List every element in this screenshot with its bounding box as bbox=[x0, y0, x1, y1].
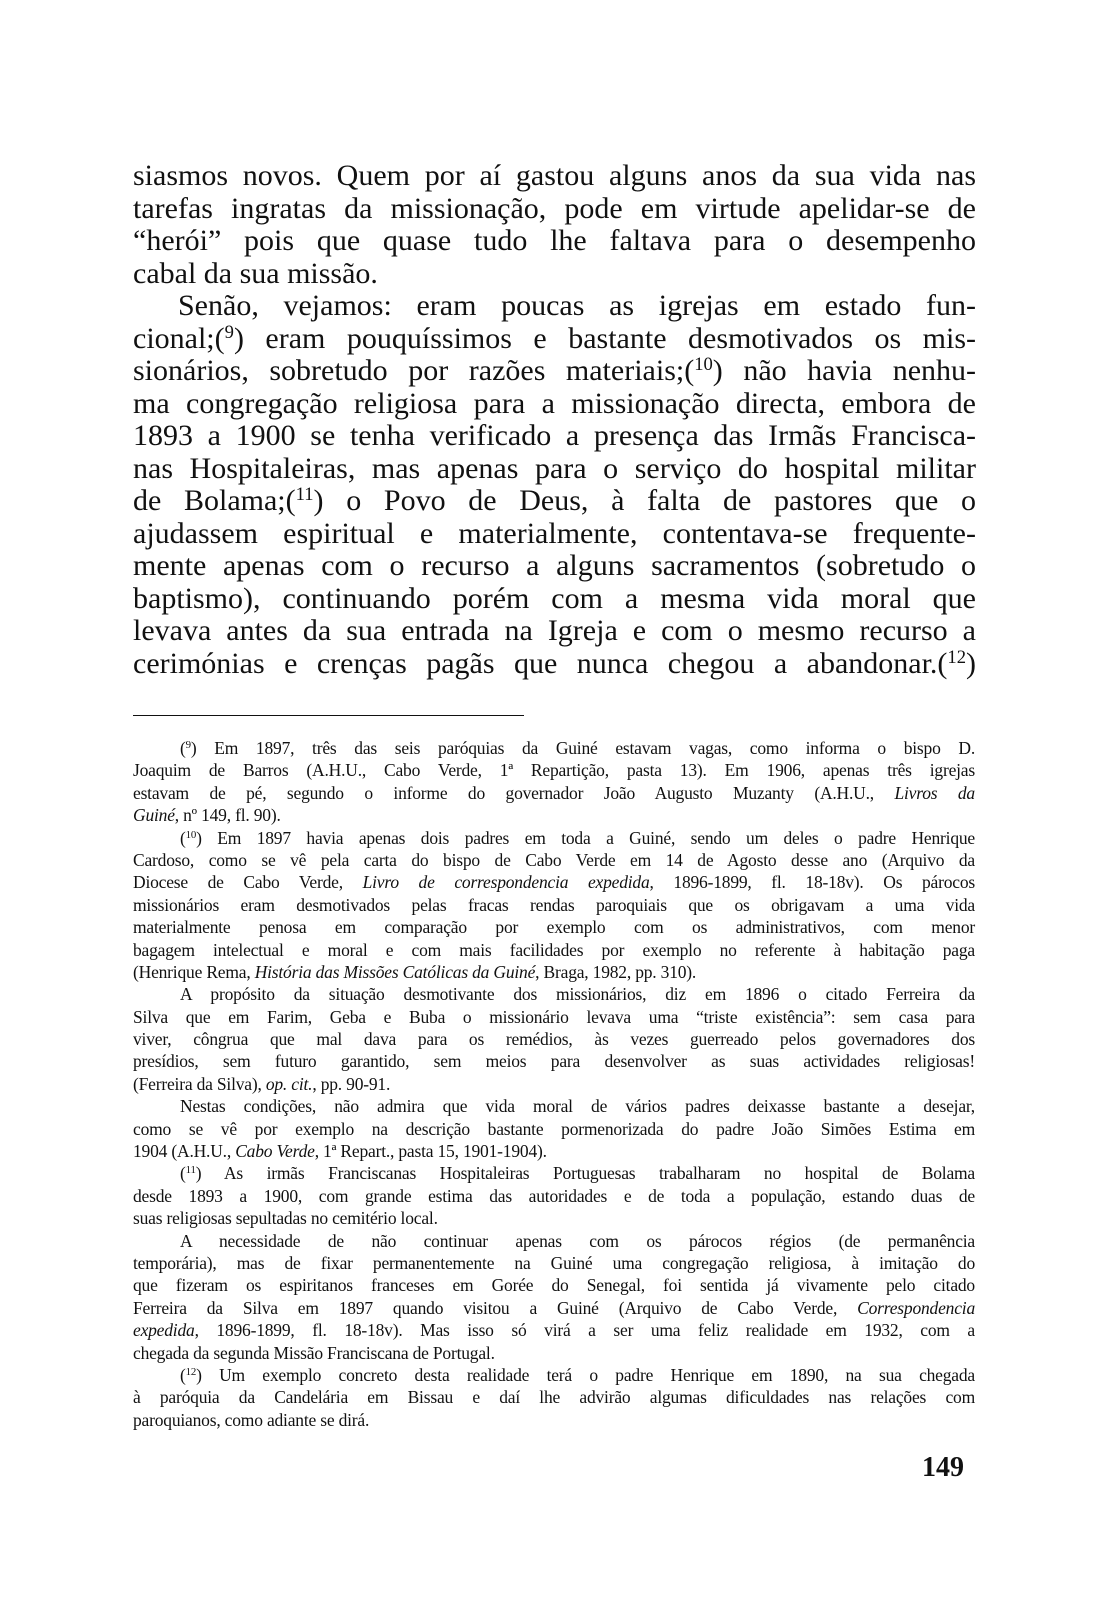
footnote-reference: 11 bbox=[295, 483, 314, 505]
footnote-line bbox=[133, 1185, 975, 1207]
text-run: Nestas condições, não admira que vida moral de vários padres deixasse bastante a desejar, bbox=[180, 1096, 975, 1117]
text-run: (Ferreira da Silva), bbox=[133, 1073, 266, 1094]
body-line bbox=[133, 518, 976, 551]
footnote-line bbox=[133, 1006, 975, 1028]
text-run: Silva que em Farim, Geba e Buba o missionário levava uma “triste existência”: sem casa para bbox=[133, 1006, 975, 1027]
text-run: “herói” pois que quase tudo lhe faltava para o desempenho bbox=[133, 224, 976, 257]
text-run: ( bbox=[180, 1163, 186, 1184]
body-line bbox=[133, 615, 976, 648]
text-run: cerimónias e crenças pagãs que nunca chegou a abandonar.( bbox=[133, 646, 948, 680]
page-number: 149 bbox=[922, 1452, 964, 1483]
text-run: , Braga, 1982, pp. 310). bbox=[535, 961, 697, 982]
body-line bbox=[133, 420, 976, 453]
text-run: suas religiosas sepultadas no cemitério local. bbox=[133, 1208, 438, 1229]
body-line bbox=[133, 225, 976, 258]
text-run: viver, côngrua que mal dava para os remédios, às vezes guerreado pelos governadores dos bbox=[133, 1029, 975, 1050]
text-run: ) As irmãs Franciscanas Hospitaleiras Portuguesas trabalharam no hospital de Bolama bbox=[195, 1163, 975, 1184]
body-line bbox=[133, 583, 976, 616]
footnote-reference: 12 bbox=[185, 1365, 197, 1378]
text-run: ) Em 1897 havia apenas dois padres em toda a Guiné, sendo um deles o padre Henrique bbox=[196, 827, 975, 848]
body-line bbox=[133, 485, 976, 518]
text-run: 1904 (A.H.U., bbox=[133, 1141, 236, 1162]
text-run: bagagem intelectual e moral e com mais facilidades por exemplo no referente à habitação paga bbox=[133, 939, 975, 960]
text-run: mente apenas com o recurso a alguns sacramentos (sobretudo o bbox=[133, 549, 976, 582]
text-run: que fizeram os espiritanos franceses em Gorée do Senegal, foi sentida já vivamente pelo citado bbox=[133, 1275, 975, 1296]
text-run: , 1896-1899, fl. 18-18v). Os párocos bbox=[649, 872, 976, 893]
text-run: A necessidade de não continuar apenas com os párocos régios (de permanência bbox=[180, 1230, 975, 1251]
footnote-line bbox=[133, 759, 975, 781]
text-run: cabal da sua missão. bbox=[133, 256, 378, 290]
text-run: missionários eram desmotivados pelas fracas rendas paroquiais que os obrigavam a uma vida bbox=[133, 894, 975, 915]
body-line bbox=[133, 388, 976, 421]
footnote-line bbox=[133, 1028, 975, 1050]
text-run: ) não havia nenhu- bbox=[712, 354, 977, 387]
footnote-reference: 10 bbox=[694, 353, 713, 375]
text-run: ajudassem espiritual e materialmente, contentava-se frequente- bbox=[133, 516, 976, 550]
footnote-line bbox=[133, 1386, 975, 1408]
text-run: ( bbox=[180, 738, 186, 758]
footnote-line bbox=[133, 1207, 975, 1229]
italic-text: Cabo Verde bbox=[235, 1141, 315, 1162]
body-line bbox=[133, 323, 976, 356]
italic-text: Guiné bbox=[133, 805, 175, 826]
text-run: temporária), mas de fixar permanentemente na Guiné uma congregação religiosa, à imitação do bbox=[133, 1252, 975, 1273]
text-run: , 1896-1899, fl. 18-18v). Mas isso só virá a ser uma feliz realidade em 1932, com a bbox=[194, 1320, 975, 1341]
text-run: à paróquia da Candelária em Bissau e daí lhe advirão algumas dificuldades nas relações com bbox=[133, 1387, 975, 1408]
footnote-reference: 9 bbox=[185, 739, 191, 752]
footnote-line bbox=[133, 1342, 975, 1364]
footnote-line bbox=[133, 1297, 975, 1319]
text-run: levava antes da sua entrada na Igreja e com o mesmo recurso a bbox=[133, 614, 976, 647]
footnote-line bbox=[133, 849, 975, 871]
text-run: , 1ª Repart., pasta 15, 1901-1904). bbox=[314, 1141, 547, 1162]
footnote-line bbox=[133, 804, 975, 826]
footnote-line bbox=[133, 1162, 975, 1184]
footnote-line bbox=[133, 737, 975, 759]
text-run: materialmente penosa em comparação por exemplo com os administrativos, com menor bbox=[133, 917, 975, 938]
text-run: tarefas ingratas da missionação, pode em virtude apelidar-se de bbox=[133, 191, 976, 225]
footnote-separator bbox=[133, 715, 524, 716]
text-run: ) bbox=[966, 646, 976, 680]
footnote-reference: 10 bbox=[185, 828, 197, 841]
text-run: Senão, vejamos: eram poucas as igrejas em estado fun- bbox=[178, 289, 976, 322]
footnote-line bbox=[133, 894, 975, 916]
footnote-line bbox=[133, 1274, 975, 1296]
body-line bbox=[133, 550, 976, 583]
text-run: como se vê por exemplo na descrição bastante pormenorizada do padre João Simões Estima em bbox=[133, 1118, 975, 1139]
footnote-line bbox=[133, 1364, 975, 1386]
footnote-line bbox=[133, 1230, 975, 1252]
footnote-line bbox=[133, 939, 975, 961]
text-run: , pp. 90-91. bbox=[312, 1073, 391, 1094]
body-line bbox=[133, 193, 976, 226]
text-run: nas Hospitaleiras, mas apenas para o serviço do hospital militar bbox=[133, 451, 976, 485]
footnote-line bbox=[133, 1409, 975, 1431]
text-run: desde 1893 a 1900, com grande estima das autoridades e de toda a população, estando duas de bbox=[133, 1185, 975, 1206]
body-line bbox=[133, 258, 976, 291]
body-line bbox=[133, 453, 976, 486]
text-run: presídios, sem futuro garantido, sem meios para desenvolver as suas actividades religiosas! bbox=[133, 1051, 975, 1072]
italic-text: História das Missões Católicas da Guiné bbox=[254, 961, 536, 982]
text-run: ) Um exemplo concreto desta realidade terá o padre Henrique em 1890, na sua chegada bbox=[196, 1364, 975, 1385]
footnote-line bbox=[133, 916, 975, 938]
footnote-line bbox=[133, 1095, 975, 1117]
text-run: ) o Povo de Deus, à falta de pastores que o bbox=[313, 484, 976, 517]
italic-text: op. cit. bbox=[265, 1073, 313, 1094]
text-run: A propósito da situação desmotivante dos missionários, diz em 1896 o citado Ferreira da bbox=[180, 984, 975, 1005]
body-text bbox=[133, 160, 976, 680]
italic-text: Livros da bbox=[894, 782, 975, 803]
body-line bbox=[133, 648, 976, 681]
italic-text: Correspondencia bbox=[857, 1297, 975, 1318]
text-run: , nº 149, fl. 90). bbox=[174, 805, 281, 826]
footnote-line bbox=[133, 1319, 975, 1341]
text-run: ) Em 1897, três das seis paróquias da Guiné estavam vagas, como informa o bispo D. bbox=[190, 738, 975, 758]
text-run: paroquianos, como adiante se dirá. bbox=[133, 1409, 370, 1430]
footnote-line bbox=[133, 782, 975, 804]
text-run: siasmos novos. Quem por aí gastou alguns anos da sua vida nas bbox=[133, 159, 976, 192]
text-run: (Henrique Rema, bbox=[133, 961, 255, 982]
text-run: 1893 a 1900 se tenha verificado a presença das Irmãs Francisca- bbox=[133, 419, 976, 452]
footnote-line bbox=[133, 983, 975, 1005]
italic-text: expedida bbox=[133, 1320, 195, 1341]
footnote-line bbox=[133, 1140, 975, 1162]
footnote-reference: 12 bbox=[947, 646, 966, 668]
italic-text: Livro de correspondencia expedida bbox=[362, 872, 650, 893]
footnote-reference: 11 bbox=[185, 1164, 196, 1177]
text-run: chegada da segunda Missão Franciscana de Portugal. bbox=[133, 1342, 495, 1363]
body-line bbox=[133, 290, 976, 323]
text-run: estavam de pé, segundo o informe do governador João Augusto Muzanty (A.H.U., bbox=[133, 782, 895, 803]
text-run: ( bbox=[180, 827, 186, 848]
body-line bbox=[133, 160, 976, 193]
text-run: baptismo), continuando porém com a mesma vida moral que bbox=[133, 581, 976, 615]
footnote-line bbox=[133, 961, 975, 983]
footnote-line bbox=[133, 871, 975, 893]
footnote-line bbox=[133, 1118, 975, 1140]
text-run: de Bolama;( bbox=[133, 484, 296, 517]
text-run: Ferreira da Silva em 1897 quando visitou a Guiné (Arquivo de Cabo Verde, bbox=[133, 1297, 858, 1318]
footnote-line bbox=[133, 1073, 975, 1095]
text-run: cional;( bbox=[133, 321, 225, 355]
body-line bbox=[133, 355, 976, 388]
text-run: sionários, sobretudo por razões materiais;( bbox=[133, 354, 695, 387]
footnote-reference: 9 bbox=[224, 321, 234, 343]
text-run: ) eram pouquíssimos e bastante desmotivados os mis- bbox=[233, 321, 976, 355]
footnote-line bbox=[133, 1252, 975, 1274]
text-run: ( bbox=[180, 1364, 186, 1385]
text-run: Joaquim de Barros (A.H.U., Cabo Verde, 1ª Repartição, pasta 13). Em 1906, apenas três igrejas bbox=[133, 760, 975, 781]
footnotes bbox=[133, 737, 975, 1431]
footnote-line bbox=[133, 827, 975, 849]
text-run: Cardoso, como se vê pela carta do bispo de Cabo Verde em 14 de Agosto desse ano (Arquivo da bbox=[133, 849, 975, 870]
footnote-line bbox=[133, 1050, 975, 1072]
text-run: ma congregação religiosa para a missionação directa, embora de bbox=[133, 386, 976, 420]
text-run: Diocese de Cabo Verde, bbox=[133, 872, 363, 893]
